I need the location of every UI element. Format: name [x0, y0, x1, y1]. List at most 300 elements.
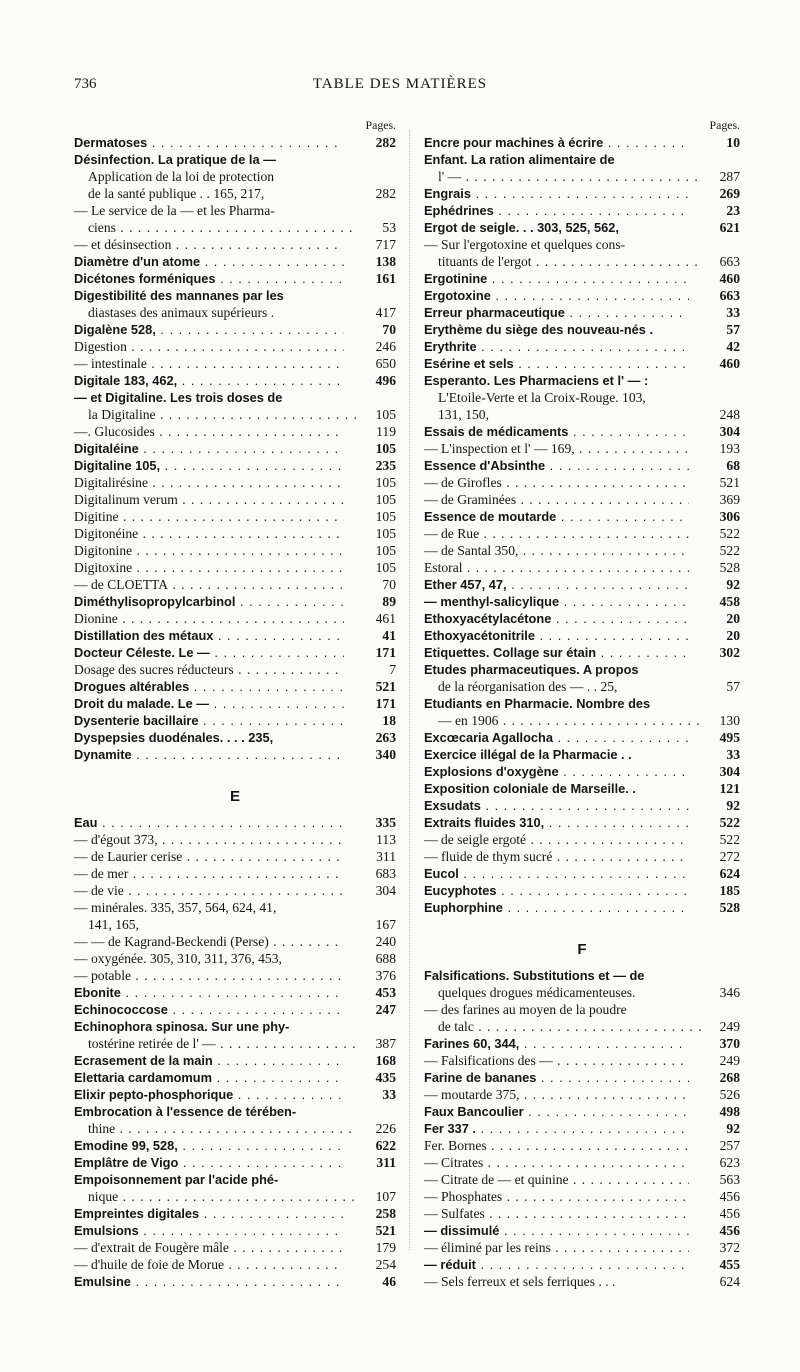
- entry-page-number: 193: [717, 440, 740, 457]
- index-entry: [424, 984, 740, 1001]
- entry-term: Eucyphotes . . .: [424, 882, 689, 899]
- index-entry: [74, 576, 396, 593]
- index-entry: [424, 780, 740, 797]
- entry-page-number: 455: [717, 1256, 740, 1273]
- index-entry: [424, 304, 740, 321]
- index-entry: [74, 406, 396, 423]
- entry-term: l' — . . .: [424, 168, 703, 185]
- entry-page-number: 453: [373, 984, 396, 1001]
- entry-term: Faux Bancoulier . . .: [424, 1103, 689, 1120]
- index-entry: [74, 865, 396, 882]
- entry-page-number: 257: [717, 1137, 740, 1154]
- entry-page-number: 10: [723, 134, 740, 151]
- entry-page-number: 240: [373, 933, 396, 950]
- index-entry: [74, 202, 396, 219]
- entry-term: Digitine . . .: [74, 508, 344, 525]
- index-entry: [74, 848, 396, 865]
- index-entry: [424, 559, 740, 576]
- entry-term: Diméthylisopropylcarbinol . . .: [74, 593, 344, 610]
- entry-page-number: 105: [373, 440, 396, 457]
- index-entry: [424, 1205, 740, 1222]
- entry-term: — d'extrait de Fougère mâle . . .: [74, 1239, 344, 1256]
- index-entry: [74, 338, 396, 355]
- entry-page-number: 105: [373, 542, 396, 559]
- index-entry: [74, 1154, 396, 1171]
- index-entry: [424, 525, 740, 542]
- entry-page-number: 20: [723, 610, 740, 627]
- entry-page-number: 249: [717, 1052, 740, 1069]
- entry-term: tituants de l'ergot . . .: [424, 253, 703, 270]
- entry-page-number: 287: [717, 168, 740, 185]
- entry-page-number: 105: [373, 406, 396, 423]
- index-entry: [424, 542, 740, 559]
- index-entry: [424, 882, 740, 899]
- index-entry: [424, 1239, 740, 1256]
- column-divider: [409, 130, 410, 1250]
- entry-term: Exposition coloniale de Marseille. .: [424, 781, 636, 796]
- index-entry: [424, 185, 740, 202]
- index-entry: [424, 168, 740, 185]
- entry-term: — potable . . .: [74, 967, 344, 984]
- entry-page-number: 272: [717, 848, 740, 865]
- entry-term: — en 1906 . . .: [424, 712, 703, 729]
- entry-term: 141, 165,: [88, 917, 139, 932]
- entry-term: quelques drogues médicamenteuses.: [438, 985, 636, 1000]
- entry-term: Emplâtre de Vigo . . .: [74, 1154, 344, 1171]
- index-entry: [74, 559, 396, 576]
- entry-term: Emulsions . . .: [74, 1222, 344, 1239]
- entry-page-number: 528: [717, 559, 740, 576]
- entry-term: — d'huile de foie de Morue . . .: [74, 1256, 344, 1273]
- index-entry: [74, 287, 396, 304]
- entry-page-number: 311: [373, 848, 396, 865]
- entry-page-number: 269: [717, 185, 740, 202]
- entry-term: — Phosphates . . .: [424, 1188, 689, 1205]
- entry-page-number: 526: [717, 1086, 740, 1103]
- entry-term: Dicétones forméniques . . .: [74, 270, 344, 287]
- index-entry: [74, 304, 396, 321]
- entry-term: Essence de moutarde . . .: [424, 508, 689, 525]
- index-entry: [424, 644, 740, 661]
- entry-page-number: 522: [717, 814, 740, 831]
- entry-page-number: 20: [723, 627, 740, 644]
- entry-page-number: 105: [373, 525, 396, 542]
- entry-page-number: 33: [379, 1086, 396, 1103]
- entry-term: Digitale 183, 462, . . .: [74, 372, 344, 389]
- entry-term: Digestion . . .: [74, 338, 344, 355]
- entry-page-number: 171: [373, 695, 396, 712]
- entry-term: Excœcaria Agallocha . . .: [424, 729, 689, 746]
- entry-page-number: 249: [717, 1018, 740, 1035]
- entry-page-number: 46: [379, 1273, 396, 1290]
- entry-term: — de Girofles . . .: [424, 474, 689, 491]
- section-letter-f: F: [577, 941, 587, 958]
- entry-term: Ephédrines . . .: [424, 202, 689, 219]
- index-entry: [74, 1256, 396, 1273]
- entry-page-number: 107: [373, 1188, 396, 1205]
- entry-page-number: 185: [717, 882, 740, 899]
- index-entry: [74, 389, 396, 406]
- entry-term: Application de la loi de protection: [88, 169, 275, 184]
- entry-term: Digitaléine . . .: [74, 440, 344, 457]
- index-entry: [424, 474, 740, 491]
- index-entry: [424, 355, 740, 372]
- index-entry: [74, 219, 396, 236]
- entry-page-number: 495: [717, 729, 740, 746]
- index-entry: [424, 627, 740, 644]
- pages-column-label: Pages.: [709, 118, 740, 132]
- entry-page-number: 522: [717, 542, 740, 559]
- index-entry: [74, 610, 396, 627]
- entry-page-number: 456: [717, 1188, 740, 1205]
- index-entry: [74, 457, 396, 474]
- entry-page-number: 370: [717, 1035, 740, 1052]
- entry-term: Exercice illégal de la Pharmacie . .: [424, 747, 632, 762]
- entry-term: — de Laurier cerise . . .: [74, 848, 344, 865]
- entry-term: Digestibilité des mannanes par les: [74, 288, 284, 303]
- entry-page-number: 179: [373, 1239, 396, 1256]
- entry-term: thine . . .: [74, 1120, 358, 1137]
- entry-term: — d'égout 373, . . .: [74, 831, 344, 848]
- entry-page-number: 302: [717, 644, 740, 661]
- index-entry: [74, 916, 396, 933]
- index-entry: [74, 168, 396, 185]
- entry-term: — Le service de la — et les Pharma-: [74, 203, 275, 218]
- entry-term: — oxygénée. 305, 310, 311, 376, 453,: [74, 951, 282, 966]
- index-entry: [424, 797, 740, 814]
- index-entry: [74, 593, 396, 610]
- index-entry: [74, 1018, 396, 1035]
- index-entry: [74, 933, 396, 950]
- entry-term: — dissimulé . . .: [424, 1222, 689, 1239]
- index-entry: [74, 695, 396, 712]
- entry-page-number: 521: [373, 1222, 396, 1239]
- entry-term: — de seigle ergoté . . .: [424, 831, 689, 848]
- index-entry: [424, 899, 740, 916]
- entry-term: — de CLOETTA . . .: [74, 576, 344, 593]
- entry-term: Erythème du siège des nouveau-nés .: [424, 322, 653, 337]
- entry-page-number: 304: [373, 882, 396, 899]
- index-entry: [74, 1273, 396, 1290]
- index-entry: [424, 440, 740, 457]
- entry-term: Ether 457, 47, . . .: [424, 576, 689, 593]
- entry-page-number: 372: [717, 1239, 740, 1256]
- index-entry: [424, 712, 740, 729]
- entry-term: Dionine . . .: [74, 610, 344, 627]
- entry-term: de la réorganisation des — . . 25,: [438, 679, 618, 694]
- entry-term: Elixir pepto-phosphorique . . .: [74, 1086, 344, 1103]
- entry-page-number: 369: [717, 491, 740, 508]
- index-entry: [424, 661, 740, 678]
- entry-page-number: 33: [723, 746, 740, 763]
- index-entry: [74, 525, 396, 542]
- entry-term: Echinophora spinosa. Sur une phy-: [74, 1019, 290, 1034]
- entry-term: L'Etoile-Verte et la Croix-Rouge. 103,: [438, 390, 646, 405]
- entry-page-number: 650: [373, 355, 396, 372]
- index-entry: [424, 763, 740, 780]
- index-entry: [424, 593, 740, 610]
- entry-page-number: 70: [379, 576, 396, 593]
- entry-page-number: 247: [373, 1001, 396, 1018]
- entry-page-number: 89: [379, 593, 396, 610]
- index-entry: [424, 457, 740, 474]
- index-entry: [424, 1069, 740, 1086]
- index-entry: [424, 746, 740, 763]
- index-entry: [74, 321, 396, 338]
- entry-term: — Sels ferreux et sels ferriques . . .: [424, 1274, 616, 1289]
- index-entry: [424, 1137, 740, 1154]
- entry-term: Euphorphine . . .: [424, 899, 689, 916]
- index-entry: [424, 219, 740, 236]
- entry-term: la Digitaline . . .: [74, 406, 358, 423]
- index-entry: [74, 1239, 396, 1256]
- entry-term: Ecrasement de la main . . .: [74, 1052, 344, 1069]
- index-entry: [74, 950, 396, 967]
- entry-page-number: 57: [723, 678, 740, 695]
- entry-term: — de mer . . .: [74, 865, 344, 882]
- entry-term: Etiquettes. Collage sur étain . . .: [424, 644, 689, 661]
- entry-term: Erythrite . . .: [424, 338, 689, 355]
- entry-term: Dermatoses . . .: [74, 134, 344, 151]
- index-entry: [74, 440, 396, 457]
- index-entry: [74, 185, 396, 202]
- entry-page-number: 171: [373, 644, 396, 661]
- entry-term: diastases des animaux supérieurs .: [88, 305, 275, 320]
- index-entry: [424, 831, 740, 848]
- entry-page-number: 306: [717, 508, 740, 525]
- index-entry: [74, 542, 396, 559]
- index-entry: [424, 848, 740, 865]
- entry-page-number: 121: [717, 780, 740, 797]
- entry-term: Dyspepsies duodénales. . . . 235,: [74, 730, 274, 745]
- entry-term: — L'inspection et l' — 169, . . .: [424, 440, 689, 457]
- index-entry: [424, 1052, 740, 1069]
- index-entry: [424, 236, 740, 253]
- entry-page-number: 138: [373, 253, 396, 270]
- entry-page-number: 622: [373, 1137, 396, 1154]
- entry-page-number: 105: [373, 491, 396, 508]
- index-entry: [74, 491, 396, 508]
- entry-term: Esérine et sels . . .: [424, 355, 689, 372]
- entry-page-number: 621: [717, 219, 740, 236]
- entry-term: Empoisonnement par l'acide phé-: [74, 1172, 279, 1187]
- entry-page-number: 340: [373, 746, 396, 763]
- entry-term: — de Santal 350, . . .: [424, 542, 689, 559]
- entries-f-list: [424, 967, 740, 1290]
- entry-term: Fer 337 . . . .: [424, 1120, 689, 1137]
- entry-page-number: 387: [373, 1035, 396, 1052]
- entry-term: Dynamite . . .: [74, 746, 344, 763]
- entry-page-number: 304: [717, 423, 740, 440]
- index-entry: [424, 729, 740, 746]
- entry-page-number: 456: [717, 1205, 740, 1222]
- index-entry: [424, 1188, 740, 1205]
- entry-term: Exsudats . . .: [424, 797, 689, 814]
- entry-page-number: 42: [723, 338, 740, 355]
- entry-term: Digitoxine . . .: [74, 559, 344, 576]
- entry-term: Distillation des métaux . . .: [74, 627, 344, 644]
- index-entry: [74, 1086, 396, 1103]
- entry-term: Erreur pharmaceutique . . .: [424, 304, 689, 321]
- index-entry: [424, 321, 740, 338]
- running-title: TABLE DES MATIÈRES: [312, 76, 488, 92]
- entry-term: Ethoxyacétylacétone . . .: [424, 610, 689, 627]
- index-entry: [74, 967, 396, 984]
- index-entry: [74, 678, 396, 695]
- entry-page-number: 304: [717, 763, 740, 780]
- entry-page-number: 53: [379, 219, 396, 236]
- entry-term: Digitonine . . .: [74, 542, 344, 559]
- entry-page-number: 68: [723, 457, 740, 474]
- entry-term: Echinococcose . . .: [74, 1001, 344, 1018]
- entry-page-number: 346: [717, 984, 740, 1001]
- index-entry: [74, 1205, 396, 1222]
- page-number: 736: [74, 76, 97, 92]
- index-entry: [424, 1154, 740, 1171]
- index-entry: [424, 253, 740, 270]
- entries-e-list: [74, 814, 396, 1290]
- index-entry: [74, 134, 396, 151]
- index-entry: [424, 1001, 740, 1018]
- entry-page-number: 113: [373, 831, 396, 848]
- entry-page-number: 521: [373, 678, 396, 695]
- index-entry: [424, 1222, 740, 1239]
- entry-term: de la santé publique . . 165, 217,: [88, 186, 265, 201]
- entry-page-number: 18: [379, 712, 396, 729]
- index-entry: [424, 423, 740, 440]
- entry-term: — Falsifications des — . . .: [424, 1052, 689, 1069]
- left-column: [74, 117, 396, 1290]
- index-entry: [74, 1052, 396, 1069]
- entry-term: Ergotoxine . . .: [424, 287, 689, 304]
- index-entry: [74, 644, 396, 661]
- index-entry: [424, 491, 740, 508]
- entries-d-list: [74, 134, 396, 763]
- entry-term: Eau . . .: [74, 814, 344, 831]
- entry-term: — intestinale . . .: [74, 355, 344, 372]
- index-entry: [424, 338, 740, 355]
- entry-page-number: 258: [373, 1205, 396, 1222]
- entry-page-number: 246: [373, 338, 396, 355]
- entry-term: — Citrate de — et quinine . . .: [424, 1171, 689, 1188]
- index-entry: [424, 1256, 740, 1273]
- entry-page-number: 624: [717, 1273, 740, 1290]
- entry-page-number: 282: [373, 134, 396, 151]
- entry-term: — Sulfates . . .: [424, 1205, 689, 1222]
- index-entry: [74, 423, 396, 440]
- entry-page-number: 498: [717, 1103, 740, 1120]
- entry-term: Emulsine . . .: [74, 1273, 344, 1290]
- index-entry: [424, 1018, 740, 1035]
- index-entry: [424, 372, 740, 389]
- index-entry: [74, 151, 396, 168]
- entry-term: — Citrates . . .: [424, 1154, 689, 1171]
- index-entry: [424, 406, 740, 423]
- entry-page-number: 663: [717, 287, 740, 304]
- entry-page-number: 130: [717, 712, 740, 729]
- entry-term: — minérales. 335, 357, 564, 624, 41,: [74, 900, 277, 915]
- entry-term: — des farines au moyen de la poudre: [424, 1002, 627, 1017]
- entry-term: de talc . . .: [424, 1018, 703, 1035]
- entry-page-number: 460: [717, 355, 740, 372]
- entry-page-number: 41: [379, 627, 396, 644]
- entry-term: tostérine retirée de l' — . . .: [74, 1035, 358, 1052]
- entry-term: Empreintes digitales . . .: [74, 1205, 344, 1222]
- index-entry: [74, 1222, 396, 1239]
- pages-column-label: Pages.: [365, 118, 396, 132]
- entry-page-number: 563: [717, 1171, 740, 1188]
- index-entry: [74, 661, 396, 678]
- entry-term: Fer. Bornes . . .: [424, 1137, 689, 1154]
- index-entry: [424, 610, 740, 627]
- entry-page-number: 376: [373, 967, 396, 984]
- entry-term: Digitalinum verum . . .: [74, 491, 344, 508]
- index-entry: [74, 814, 396, 831]
- index-entry: [424, 1171, 740, 1188]
- entry-page-number: 311: [373, 1154, 396, 1171]
- entry-page-number: 168: [373, 1052, 396, 1069]
- entry-term: — et Digitaline. Les trois doses de: [74, 390, 283, 405]
- index-entry: [74, 729, 396, 746]
- entry-term: Enfant. La ration alimentaire de: [424, 152, 615, 167]
- entry-page-number: 417: [373, 304, 396, 321]
- index-entry: [424, 287, 740, 304]
- entry-term: Dosage des sucres réducteurs . . .: [74, 661, 344, 678]
- entry-term: — et désinsection . . .: [74, 236, 344, 253]
- entry-term: Emodine 99, 528, . . .: [74, 1137, 344, 1154]
- entry-page-number: 105: [373, 559, 396, 576]
- entry-term: Encre pour machines à écrire . . .: [424, 134, 689, 151]
- entry-term: Farine de bananes . . .: [424, 1069, 689, 1086]
- entry-page-number: 456: [717, 1222, 740, 1239]
- index-entry: [424, 865, 740, 882]
- entry-page-number: 105: [373, 508, 396, 525]
- entry-page-number: 57: [723, 321, 740, 338]
- index-entry: [74, 1103, 396, 1120]
- entry-page-number: 624: [717, 865, 740, 882]
- index-entry: [74, 253, 396, 270]
- index-entry: [424, 1103, 740, 1120]
- index-entry: [74, 1069, 396, 1086]
- entry-page-number: 717: [373, 236, 396, 253]
- index-entry: [424, 389, 740, 406]
- index-entry: [74, 355, 396, 372]
- entry-term: Digitaline 105, . . .: [74, 457, 344, 474]
- entry-term: — moutarde 375, . . .: [424, 1086, 689, 1103]
- entry-term: Docteur Céleste. Le — . . .: [74, 644, 344, 661]
- entry-page-number: 263: [373, 729, 396, 746]
- entry-term: Ergot de seigle. . . 303, 525, 562,: [424, 220, 619, 235]
- entry-page-number: 92: [723, 797, 740, 814]
- index-entry: [424, 270, 740, 287]
- entry-page-number: 461: [373, 610, 396, 627]
- entry-page-number: 688: [373, 950, 396, 967]
- entry-term: — de Graminées . . .: [424, 491, 689, 508]
- entry-term: Extraits fluides 310, . . .: [424, 814, 689, 831]
- index-entry: [424, 967, 740, 984]
- entry-term: ciens . . .: [74, 219, 358, 236]
- entry-term: Engrais . . .: [424, 185, 689, 202]
- entry-page-number: 7: [386, 661, 396, 678]
- index-entry: [74, 1188, 396, 1205]
- right-column: [424, 117, 740, 1290]
- entry-page-number: 92: [723, 576, 740, 593]
- entry-page-number: 521: [717, 474, 740, 491]
- index-entry: [74, 1137, 396, 1154]
- entry-term: Esperanto. Les Pharmaciens et l' — :: [424, 373, 649, 388]
- entry-term: Ebonite . . .: [74, 984, 344, 1001]
- index-entry: [424, 134, 740, 151]
